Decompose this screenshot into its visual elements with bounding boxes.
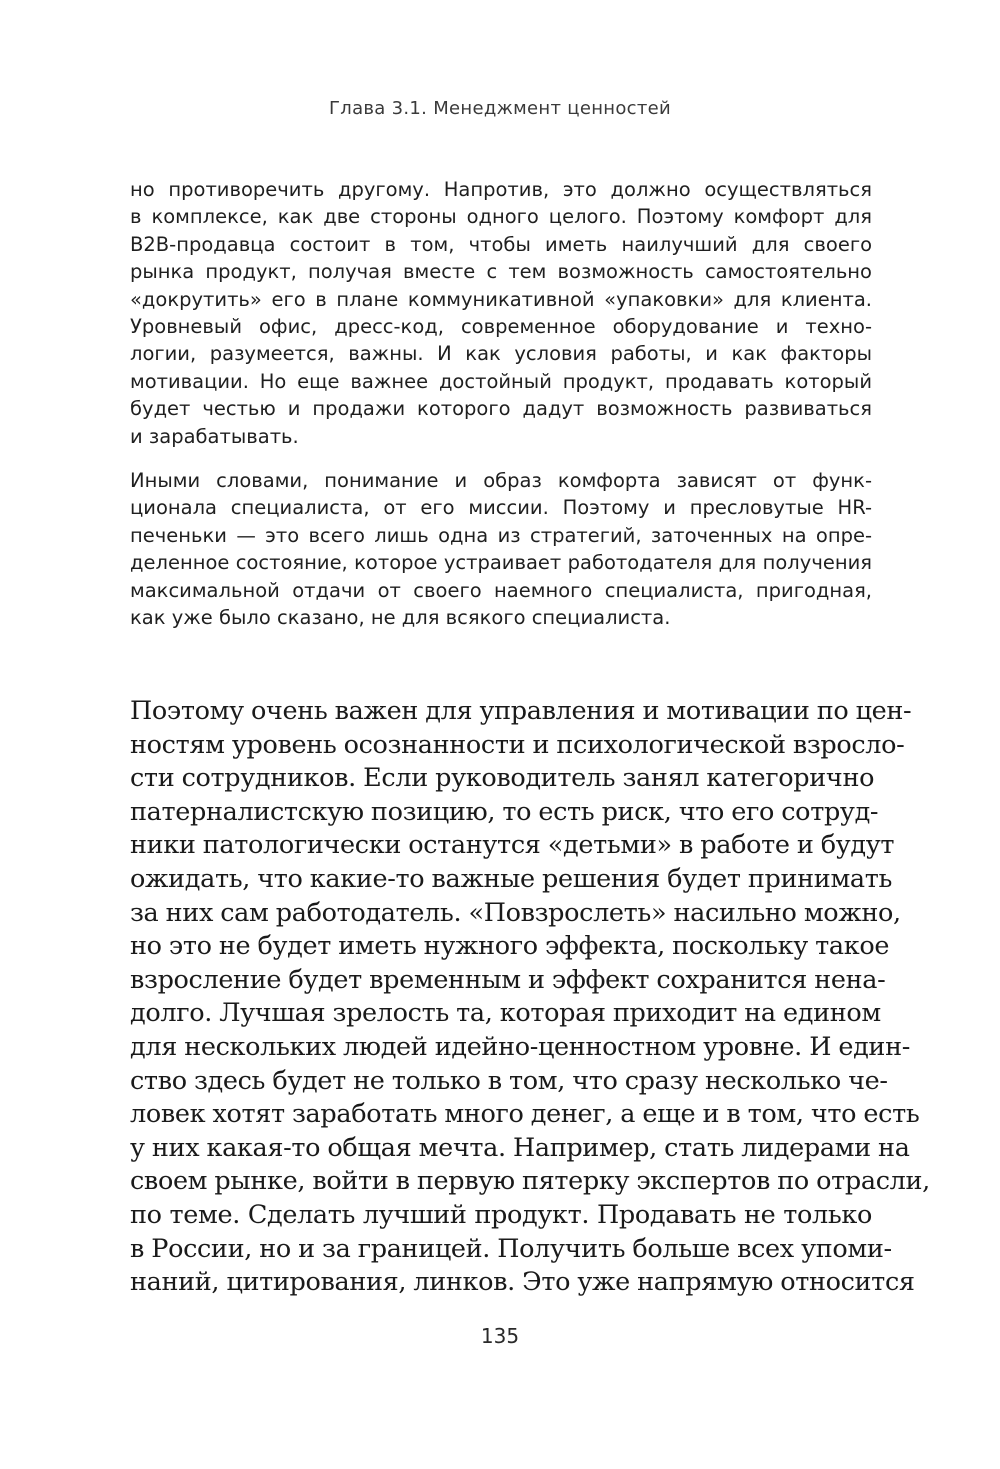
sans-paragraph-2	[130, 467, 872, 631]
text-line: в России, но и за границей. Получить больше всех упоми-	[130, 1233, 892, 1264]
text-line: ностям уровень осознанности и психологической взросло-	[130, 729, 905, 760]
text-line: взросление будет временным и эффект сохранится нена-	[130, 964, 886, 995]
text-line: для нескольких людей идейно-ценностном уровне. И един-	[130, 1031, 910, 1062]
text-line: наний, цитирования, линков. Это уже напрямую относится	[130, 1267, 915, 1298]
text-line: логии, разумеется, важны. И как условия работы, и как факторы	[130, 342, 872, 366]
sans-paragraph-1	[130, 176, 872, 450]
running-head: Глава 3.1. Менеджмент ценностей	[328, 98, 671, 119]
text-line: за них сам работодатель. «Повзрослеть» насильно можно,	[130, 897, 901, 928]
text-line: как уже было сказано, не для всякого специалиста.	[130, 606, 671, 630]
text-line: B2B-продавца состоит в том, чтобы иметь наилучший для своего	[130, 232, 872, 256]
text-line: максимальной отдачи от своего наемного специалиста, пригодная,	[130, 578, 872, 602]
text-line: и зарабатывать.	[130, 424, 299, 448]
text-line: рынка продукт, получая вместе с тем возможность самостоятельно	[130, 260, 872, 284]
text-line: по теме. Сделать лучший продукт. Продавать не только	[130, 1199, 872, 1230]
text-line: своем рынке, войти в первую пятерку экспертов по отрасли,	[130, 1166, 930, 1197]
text-line: ожидать, что какие-то важные решения будет принимать	[130, 863, 893, 894]
text-line: но противоречить другому. Напротив, это должно осуществляться	[130, 178, 872, 201]
text-line: ство здесь будет не только в том, что сразу несколько че-	[130, 1065, 888, 1096]
text-line: ционала специалиста, от его миссии. Поэтому и пресловутые HR-	[130, 496, 872, 520]
text-line: печеньки — это всего лишь одна из стратегий, заточенных на опре-	[130, 523, 872, 547]
text-line: Иными словами, понимание и образ комфорта зависят от функ-	[130, 469, 872, 492]
text-line: в комплексе, как две стороны одного целого. Поэтому комфорт для	[130, 205, 872, 229]
text-line: у них какая-то общая мечта. Например, стать лидерами на	[130, 1132, 910, 1163]
text-line: ловек хотят заработать много денег, а еще и в том, что есть	[130, 1099, 920, 1130]
text-line: деленное состояние, которое устраивает работодателя для получения	[130, 551, 872, 575]
serif-paragraph	[130, 695, 930, 1300]
text-line: Уровневый офис, дресс-код, современное оборудование и техно-	[130, 315, 872, 339]
text-line: мотивации. Но еще важнее достойный продукт, продавать который	[130, 369, 872, 393]
page-number: 135	[480, 1324, 520, 1348]
text-line: «докрутить» его в плане коммуникативной «упаковки» для клиента.	[130, 287, 872, 311]
text-line: Поэтому очень важен для управления и мотивации по цен-	[130, 696, 912, 726]
text-line: ники патологически останутся «детьми» в работе и будут	[130, 830, 895, 861]
text-line: сти сотрудников. Если руководитель занял категорично	[130, 763, 875, 794]
text-line: будет честью и продажи которого дадут возможность развиваться	[130, 397, 872, 421]
text-line: патерналистскую позицию, то есть риск, что его сотруд-	[130, 796, 879, 827]
text-line: долго. Лучшая зрелость та, которая приходит на едином	[130, 998, 881, 1029]
text-line: но это не будет иметь нужного эффекта, поскольку такое	[130, 931, 890, 962]
